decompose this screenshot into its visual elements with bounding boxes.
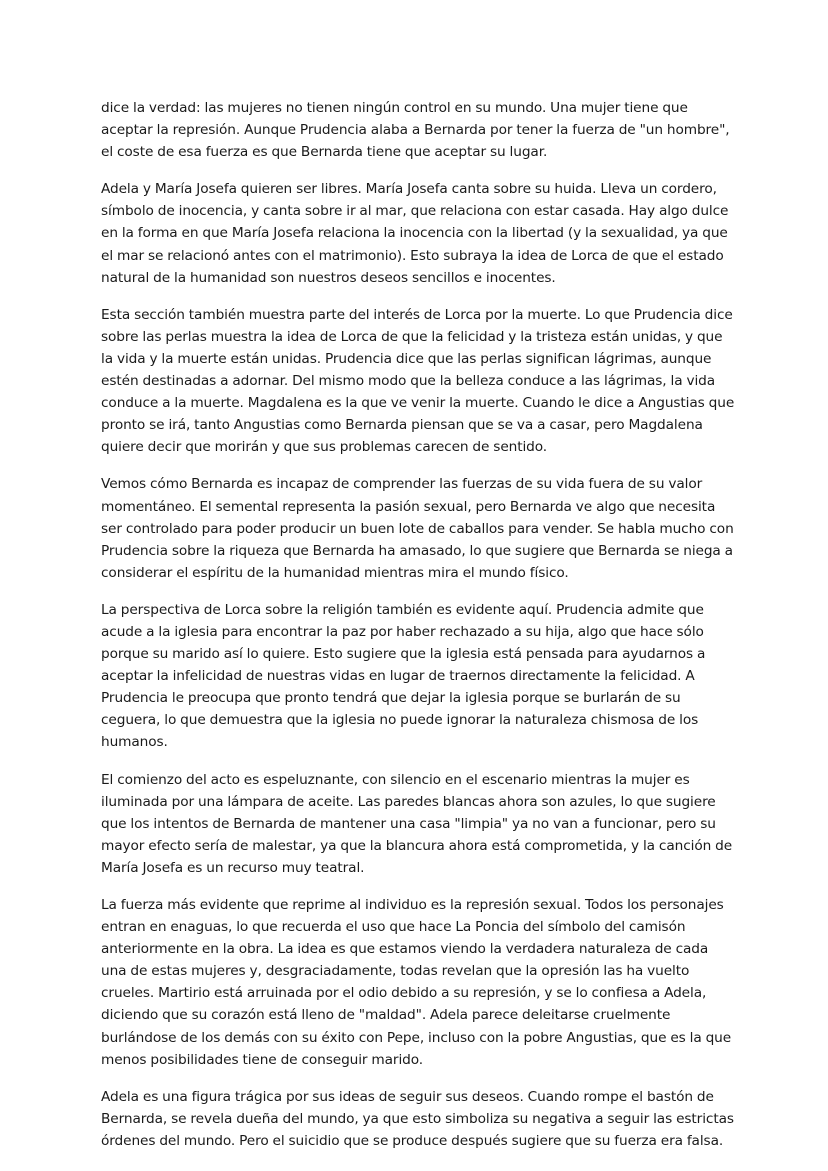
paragraph-3: Esta sección también muestra parte del interés de Lorca por la muerte. Lo que Prudencia dice sobre las perlas muestra la idea de Lorca de que la felicidad y la tristeza están unidas, y que la vida y la muerte están unidas. Prudencia dice que las perlas significan lágrimas, aunque estén destinadas a adornar. Del mismo modo que la belleza conduce a las lágrimas, la vida conduce a la muerte. Magdalena es la que ve venir la muerte. Cuando le dice a Angustias que pronto se irá, tanto Angustias como Bernarda piensan que se va a casar, pero Magdalena quiere decir que morirán y que sus problemas carecen de sentido. (101, 306, 735, 456)
paragraph-1: dice la verdad: las mujeres no tienen ningún control en su mundo. Una mujer tiene que aceptar la represión. Aunque Prudencia alaba a Bernarda por tener la fuerza de "un hombre", el coste de esa fuerza es que Bernarda tiene que aceptar su lugar. (101, 100, 730, 161)
document-body (101, 97, 736, 1167)
paragraph-6: El comienzo del acto es espeluznante, con silencio en el escenario mientras la mujer es iluminada por una lámpara de aceite. Las paredes blancas ahora son azules, lo que sugiere que los intentos de Bernarda de mantener una casa "limpia" ya no van a funcionar, pero su mayor efecto sería de malestar, ya que la blancura ahora está comprometida, y la canción de María Josefa es un recurso muy teatral. (101, 771, 733, 876)
paragraph-4: Vemos cómo Bernarda es incapaz de comprender las fuerzas de su vida fuera de su valor momentáneo. El semental representa la pasión sexual, pero Bernarda ve algo que necesita ser controlado para poder producir un buen lote de caballos para vender. Se habla mucho con Prudencia sobre la riqueza que Bernarda ha amasado, lo que sugiere que Bernarda se niega a considerar el espíritu de la humanidad mientras mira el mundo físico. (101, 476, 734, 581)
paragraph-8: Adela es una figura trágica por sus ideas de seguir sus deseos. Cuando rompe el bastón de Bernarda, se revela dueña del mundo, ya que esto simboliza su negativa a seguir las estrictas órdenes del mundo. Pero el suicidio que se produce después sugiere que su fuerza era falsa. (101, 1088, 734, 1149)
paragraph-5: La perspectiva de Lorca sobre la religión también es evidente aquí. Prudencia admite que acude a la iglesia para encontrar la paz por haber rechazado a su hija, algo que hace sólo porque su marido así lo quiere. Esto sugiere que la iglesia está pensada para ayudarnos a aceptar la infelicidad de nuestras vidas en lugar de traernos directamente la felicidad. A Prudencia le preocupa que pronto tendrá que dejar la iglesia porque se burlarán de su ceguera, lo que demuestra que la iglesia no puede ignorar la naturaleza chismosa de los humanos. (101, 601, 706, 751)
paragraph-7: La fuerza más evidente que reprime al individuo es la represión sexual. Todos los personajes entran en enaguas, lo que recuerda el uso que hace La Poncia del símbolo del camisón anteriormente en la obra. La idea es que estamos viendo la verdadera naturaleza de cada una de estas mujeres y, desgraciadamente, todas revelan que la opresión las ha vuelto crueles. Martirio está arruinada por el odio debido a su represión, y se lo confiesa a Adela, diciendo que su corazón está lleno de "maldad". Adela parece deleitarse cruelmente burlándose de los demás con su éxito con Pepe, incluso con la pobre Angustias, que es la que menos posibilidades tiene de conseguir marido. (101, 897, 732, 1068)
paragraph-2: Adela y María Josefa quieren ser libres. María Josefa canta sobre su huida. Lleva un cordero, símbolo de inocencia, y canta sobre ir al mar, que relaciona con estar casada. Hay algo dulce en la forma en que María Josefa relaciona la inocencia con la libertad (y la sexualidad, ya que el mar se relacionó antes con el matrimonio). Esto subraya la idea de Lorca de que el estado natural de la humanidad son nuestros deseos sencillos e inocentes. (101, 181, 729, 286)
